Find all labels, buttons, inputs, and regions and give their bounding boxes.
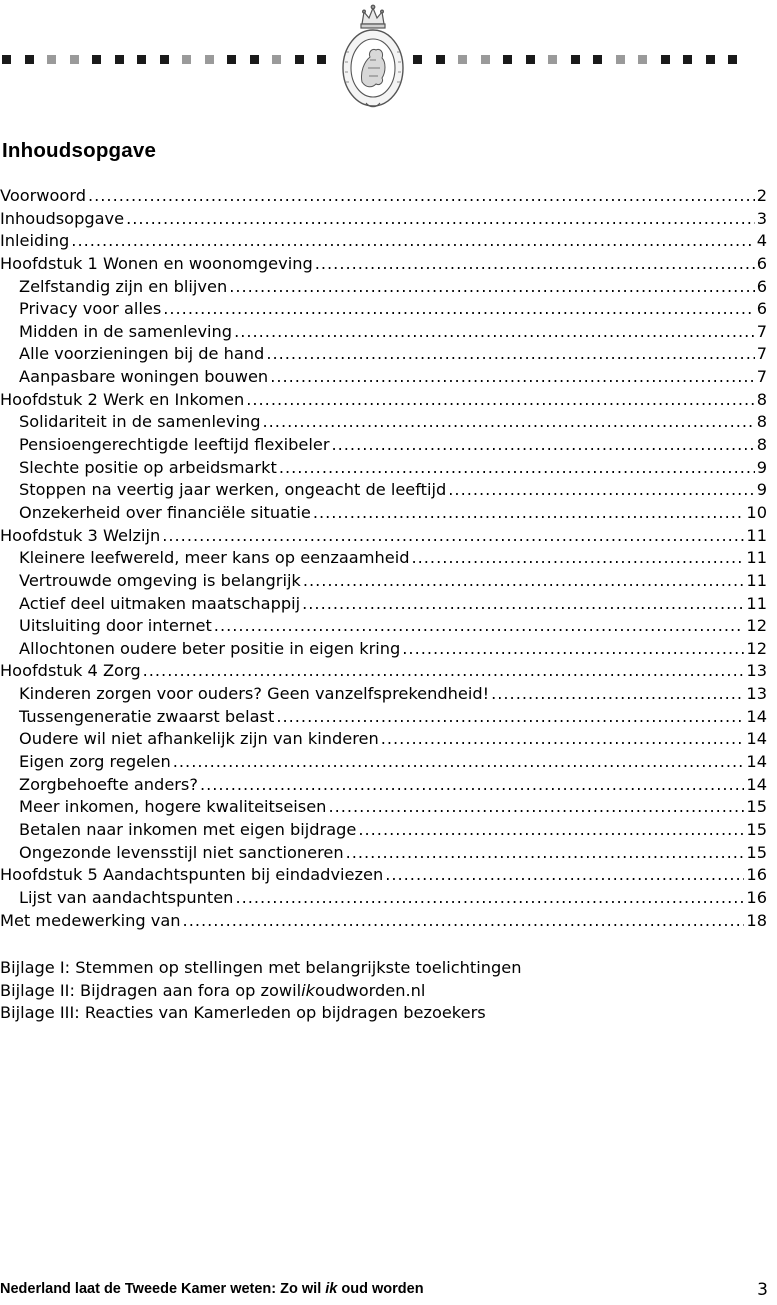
toc-entry-label: Solidariteit in de samenleving [19,412,261,432]
toc-entry[interactable] [0,910,767,933]
decorative-square-icon [92,55,101,64]
appendix-item [0,957,522,980]
toc-entry[interactable] [0,774,767,797]
toc-dot-leader [385,864,744,887]
toc-entry-page: 7 [756,321,767,341]
toc-dot-leader [302,593,744,616]
decorative-square-icon [503,55,512,64]
appendix-text-italic: ik [301,980,316,1000]
toc-entry-page: 8 [756,412,767,432]
toc-entry-label: Pensioengerechtigde leeftijd flexibeler [19,435,330,455]
toc-entry-page: 12 [746,616,767,636]
decorative-square-icon [272,55,281,64]
appendix-text-prefix: Bijlage II: Bijdragen aan fora op zowil [0,980,302,1000]
decorative-square-icon [571,55,580,64]
page-title: Inhoudsopgave [2,139,157,162]
toc-entry-label: Tussengeneratie zwaarst belast [19,706,275,726]
toc-entry-label: Zorgbehoefte anders? [19,774,198,794]
toc-dot-leader [214,615,745,638]
appendix-text-suffix: oudworden.nl [315,980,426,1000]
toc-entry-label: Inleiding [0,231,70,251]
toc-entry-label: Aanpasbare woningen bouwen [19,367,269,387]
toc-entry[interactable] [0,208,767,231]
toc-dot-leader [126,208,755,231]
toc-entry-page: 9 [756,480,767,500]
toc-entry-page: 6 [756,276,767,296]
toc-dot-leader [143,660,745,683]
toc-dot-leader [183,910,745,933]
footer-title-italic: ik [325,1281,338,1297]
toc-dot-leader [270,366,755,389]
toc-entry-label: Vertrouwde omgeving is belangrijk [19,570,301,590]
toc-entry-label: Inhoudsopgave [0,208,125,228]
toc-dot-leader [315,253,755,276]
page-number: 3 [757,1280,768,1300]
toc-entry[interactable] [0,502,767,525]
toc-entry-page: 13 [746,684,767,704]
decorative-square-icon [436,55,445,64]
toc-entry[interactable] [0,525,767,548]
toc-entry-label: Privacy voor alles [19,299,162,319]
toc-entry-page: 7 [756,344,767,364]
toc-entry[interactable] [0,864,767,887]
toc-entry[interactable] [0,819,767,842]
toc-entry[interactable] [0,253,767,276]
toc-entry[interactable] [0,276,767,299]
toc-entry-label: Hoofdstuk 5 Aandachtspunten bij eindadviezen [0,865,384,885]
toc-entry-page: 15 [746,797,767,817]
toc-entry[interactable] [0,615,767,638]
toc-dot-leader [200,774,744,797]
toc-entry-label: Hoofdstuk 3 Welzijn [0,525,161,545]
toc-entry-label: Lijst van aandachtspunten [19,887,234,907]
decorative-square-icon [182,55,191,64]
decorative-square-icon [137,55,146,64]
decorative-square-icon [593,55,602,64]
decorative-square-icon [728,55,737,64]
toc-entry-page: 6 [756,299,767,319]
decorative-square-icon [458,55,467,64]
decorative-square-icon [2,55,11,64]
decorative-square-icon [706,55,715,64]
toc-entry[interactable] [0,728,767,751]
decorative-square-icon [47,55,56,64]
appendix-list [0,957,522,1025]
toc-entry[interactable] [0,479,767,502]
toc-dot-leader [88,185,755,208]
toc-dot-leader [303,570,745,593]
footer-title-prefix: Nederland laat de Tweede Kamer weten: Zo wil [0,1281,326,1297]
toc-dot-leader [234,321,755,344]
toc-entry-page: 14 [746,729,767,749]
toc-entry-label: Ongezonde levensstijl niet sanctioneren [19,842,344,862]
toc-entry-page: 11 [746,548,767,568]
toc-dot-leader [313,502,745,525]
toc-entry-label: Onzekerheid over financiële situatie [19,502,311,522]
toc-entry-label: Stoppen na veertig jaar werken, ongeacht de leeftijd [19,480,447,500]
toc-dot-leader [173,751,745,774]
toc-entry-page: 11 [746,593,767,613]
toc-dot-leader [358,819,744,842]
toc-entry-page: 11 [746,525,767,545]
appendix-item [0,980,522,1003]
toc-entry-page: 16 [746,865,767,885]
decorative-square-icon [317,55,326,64]
decorative-square-icon [413,55,422,64]
toc-dot-leader [263,411,755,434]
toc-entry[interactable] [0,366,767,389]
decorative-square-icon [205,55,214,64]
decorative-square-icon [638,55,647,64]
toc-entry-label: Zelfstandig zijn en blijven [19,276,228,296]
toc-entry-page: 12 [746,638,767,658]
toc-entry[interactable] [0,411,767,434]
toc-entry-page: 7 [756,367,767,387]
toc-entry-page: 16 [746,887,767,907]
toc-entry-label: Kleinere leefwereld, meer kans op eenzaamheid [19,548,410,568]
toc-entry[interactable] [0,343,767,366]
toc-dot-leader [246,389,754,412]
toc-dot-leader [163,298,754,321]
toc-entry[interactable] [0,547,767,570]
toc-entry-page: 4 [756,231,767,251]
toc-entry[interactable] [0,751,767,774]
toc-entry[interactable] [0,638,767,661]
toc-entry-label: Uitsluiting door internet [19,616,212,636]
toc-entry-page: 2 [756,186,767,205]
decorative-square-icon [616,55,625,64]
toc-dot-leader [402,638,744,661]
appendix-item [0,1002,522,1025]
toc-entry[interactable] [0,887,767,910]
toc-entry-label: Hoofdstuk 2 Werk en Inkomen [0,389,245,409]
decorative-square-icon [227,55,236,64]
decorative-dot-row-left [2,55,340,64]
toc-entry-page: 8 [756,435,767,455]
decorative-square-icon [548,55,557,64]
toc-entry[interactable] [0,660,767,683]
toc-entry-label: Alle voorzieningen bij de hand [19,344,265,364]
toc-entry[interactable] [0,570,767,593]
toc-entry-label: Met medewerking van [0,910,181,930]
toc-entry-label: Eigen zorg regelen [19,752,171,772]
toc-dot-leader [332,434,755,457]
toc-entry[interactable] [0,593,767,616]
footer-title-suffix: oud worden [337,1281,424,1297]
toc-dot-leader [328,796,744,819]
toc-entry-label: Kinderen zorgen voor ouders? Geen vanzelfsprekendheid! [19,684,490,704]
toc-entry-label: Midden in de samenleving [19,321,233,341]
toc-entry[interactable] [0,683,767,706]
page-header [0,0,777,115]
toc-dot-leader [71,230,754,253]
appendix-text: Bijlage I: Stemmen op stellingen met belangrijkste toelichtingen [0,958,522,977]
toc-entry[interactable] [0,842,767,865]
toc-dot-leader [229,276,754,299]
toc-entry-page: 9 [756,457,767,477]
toc-entry-label: Allochtonen oudere beter positie in eigen kring [19,638,401,658]
toc-dot-leader [162,525,744,548]
toc-entry-label: Hoofdstuk 4 Zorg [0,661,141,681]
toc-entry-label: Voorwoord [0,186,86,205]
decorative-square-icon [526,55,535,64]
decorative-square-icon [160,55,169,64]
toc-entry[interactable] [0,298,767,321]
toc-entry-label: Actief deel uitmaken maatschappij [19,593,301,613]
toc-entry-page: 6 [756,253,767,273]
toc-entry-page: 3 [756,208,767,228]
toc-dot-leader [491,683,744,706]
toc-dot-leader [381,728,745,751]
footer-document-title [0,1281,424,1297]
toc-entry-label: Betalen naar inkomen met eigen bijdrage [19,819,357,839]
appendix-text: Bijlage III: Reacties van Kamerleden op bijdragen bezoekers [0,1003,486,1023]
toc-entry-label: Oudere wil niet afhankelijk zijn van kinderen [19,729,379,749]
decorative-square-icon [70,55,79,64]
decorative-square-icon [115,55,124,64]
toc-entry-page: 8 [756,389,767,409]
toc-entry-page: 11 [746,570,767,590]
toc-entry[interactable] [0,706,767,729]
decorative-square-icon [481,55,490,64]
toc-entry-page: 10 [746,502,767,522]
toc-entry-page: 15 [746,842,767,862]
toc-entry[interactable] [0,185,767,208]
toc-entry-page: 18 [746,910,767,930]
decorative-square-icon [683,55,692,64]
toc-entry[interactable] [0,321,767,344]
decorative-square-icon [25,55,34,64]
toc-dot-leader [279,457,755,480]
toc-entry-label: Slechte positie op arbeidsmarkt [19,457,277,477]
toc-dot-leader [346,842,745,865]
toc-entry[interactable] [0,434,767,457]
toc-entry-page: 14 [746,774,767,794]
toc-dot-leader [235,887,744,910]
toc-entry-label: Meer inkomen, hogere kwaliteitseisen [19,797,327,817]
toc-entry-page: 13 [746,661,767,681]
toc-entry[interactable] [0,457,767,480]
decorative-square-icon [295,55,304,64]
toc-dot-leader [276,706,744,729]
decorative-square-icon [250,55,259,64]
decorative-dot-row-right [413,55,751,64]
toc-entry-page: 14 [746,706,767,726]
toc-dot-leader [266,343,754,366]
toc-dot-leader [448,479,754,502]
table-of-contents [0,185,767,932]
tweede-kamer-seal-icon [340,2,406,110]
toc-entry-page: 15 [746,819,767,839]
toc-entry-page: 14 [746,752,767,772]
toc-entry[interactable] [0,796,767,819]
toc-entry[interactable] [0,230,767,253]
toc-entry-label: Hoofdstuk 1 Wonen en woonomgeving [0,253,313,273]
toc-dot-leader [411,547,744,570]
toc-entry[interactable] [0,389,767,412]
decorative-square-icon [661,55,670,64]
